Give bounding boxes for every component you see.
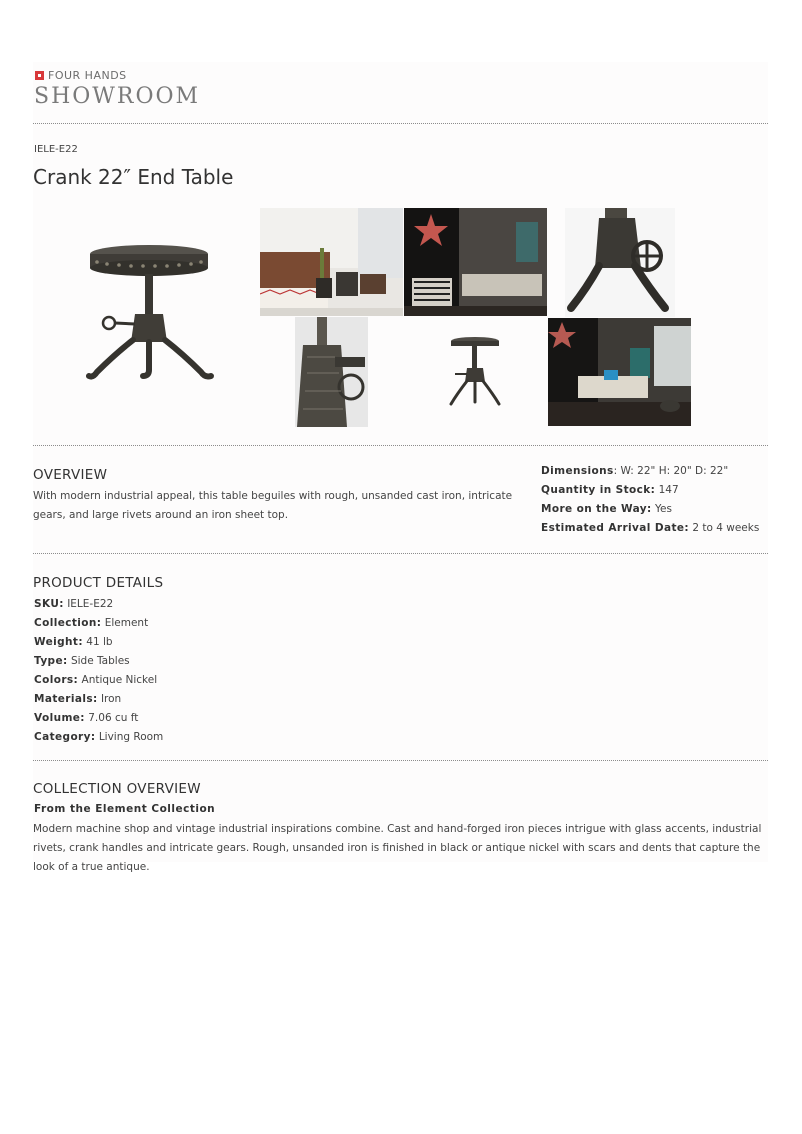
bedroom-scene-photo[interactable] <box>260 208 403 316</box>
overview-text: With modern industrial appeal, this table beguiles with rough, unsanded cast iron, intricate gears, and large rivets around an iron sheet top. <box>33 490 513 521</box>
product-details-heading: PRODUCT DETAILS <box>33 575 164 591</box>
divider <box>33 553 768 554</box>
spec-dimensions: Dimensions: W: 22" H: 20" D: 22" <box>541 465 729 477</box>
collection-overview-heading: COLLECTION OVERVIEW <box>33 781 201 797</box>
spec-quantity-in-stock: Quantity in Stock: 147 <box>541 484 679 496</box>
divider <box>33 760 768 761</box>
overview-specs <box>541 462 759 538</box>
spec-more-on-the-way: More on the Way: Yes <box>541 503 672 515</box>
crank-mechanism-photo[interactable] <box>565 208 675 317</box>
four-hands-logo-icon <box>35 71 44 80</box>
living-room-star-photo[interactable] <box>404 208 547 316</box>
collection-subheading: From the Element Collection <box>34 803 216 815</box>
detail-volume: Volume: 7.06 cu ft <box>34 712 139 724</box>
crank-closeup-photo[interactable] <box>295 317 368 427</box>
end-table-main-photo[interactable] <box>75 242 255 402</box>
brand-showroom: SHOWROOM <box>34 84 201 109</box>
spec-estimated-arrival: Estimated Arrival Date: 2 to 4 weeks <box>541 522 760 534</box>
brand-name-small: FOUR HANDS <box>48 69 127 82</box>
detail-materials: Materials: Iron <box>34 693 122 705</box>
detail-colors: Colors: Antique Nickel <box>34 674 158 686</box>
spec-sheet <box>33 62 768 873</box>
loft-living-room-photo[interactable] <box>548 318 691 426</box>
divider <box>33 445 768 446</box>
divider <box>33 123 768 124</box>
detail-type: Type: Side Tables <box>34 655 130 667</box>
brand-header <box>35 69 127 82</box>
end-table-small-photo[interactable] <box>445 334 505 412</box>
detail-collection: Collection: Element <box>34 617 149 629</box>
detail-sku: SKU: IELE-E22 <box>34 598 114 610</box>
detail-category: Category: Living Room <box>34 731 164 743</box>
product-sku-line: IELE-E22 <box>34 144 78 155</box>
overview-heading: OVERVIEW <box>33 467 108 483</box>
product-details-list <box>34 595 163 747</box>
detail-weight: Weight: 41 lb <box>34 636 113 648</box>
collection-text: Modern machine shop and vintage industrial inspirations combine. Cast and hand-forged iron pieces intrigue with glass accents, industrial rivets, crank handles and intricate gears. Rough, unsanded iron is finished in black or antique nickel with scars and dents that capture the look of a true antique. <box>33 823 762 873</box>
product-title: Crank 22″ End Table <box>33 165 234 189</box>
